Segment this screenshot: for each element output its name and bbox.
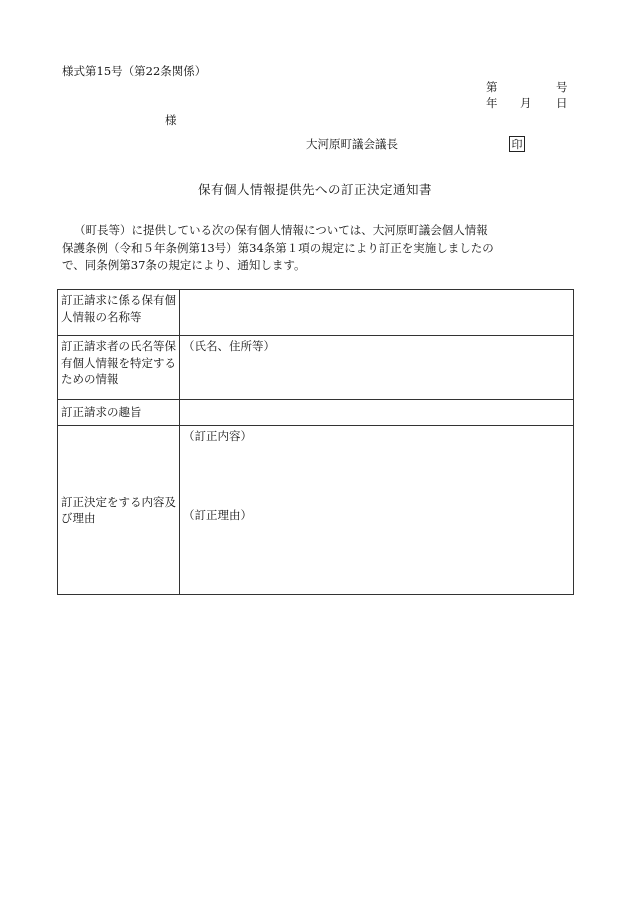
- date-year-label: 年: [486, 96, 498, 110]
- decision-content-label: 訂正決定をする内容及び理由: [58, 426, 180, 595]
- table-row: [58, 426, 574, 595]
- requester-info-hint: （氏名、住所等）: [183, 339, 275, 353]
- document-title: 保有個人情報提供先への訂正決定通知書: [197, 182, 432, 197]
- information-name-label: 訂正請求に係る保有個人情報の名称等: [58, 290, 180, 336]
- notice-body-line: 保護条例（令和５年条例第13号）第34条第１項の規定により訂正を実施しましたの: [62, 240, 494, 255]
- request-purpose-field[interactable]: [180, 400, 574, 426]
- document-number-prefix: 第: [486, 80, 498, 94]
- correction-reason-hint: （訂正理由）: [183, 507, 252, 522]
- table-row: [58, 336, 574, 400]
- sender-name: 大河原町議会議長: [306, 137, 398, 151]
- notice-body-line: （町長等）に提供している次の保有個人情報については、大河原町議会個人情報: [74, 223, 488, 237]
- form-number: 様式第15号（第22条関係）: [62, 64, 207, 78]
- request-purpose-label: 訂正請求の趣旨: [58, 400, 180, 426]
- table-row: [58, 400, 574, 426]
- date-day-label: 日: [556, 96, 568, 110]
- correction-details-table: [57, 289, 574, 595]
- information-name-field[interactable]: [180, 290, 574, 336]
- correction-content-hint: （訂正内容）: [183, 429, 252, 443]
- seal-mark: 印: [509, 136, 525, 152]
- date-month-label: 月: [520, 96, 532, 110]
- table-row: [58, 290, 574, 336]
- decision-content-field[interactable]: [180, 426, 574, 595]
- addressee-honorific: 様: [165, 113, 177, 127]
- notice-body-line: で、同条例第37条の規定により、通知します。: [62, 258, 306, 272]
- requester-info-field[interactable]: [180, 336, 574, 400]
- notice-body: [62, 222, 578, 275]
- document-number-suffix: 号: [556, 80, 568, 94]
- requester-info-label: 訂正請求者の氏名等保有個人情報を特定するための情報: [58, 336, 180, 400]
